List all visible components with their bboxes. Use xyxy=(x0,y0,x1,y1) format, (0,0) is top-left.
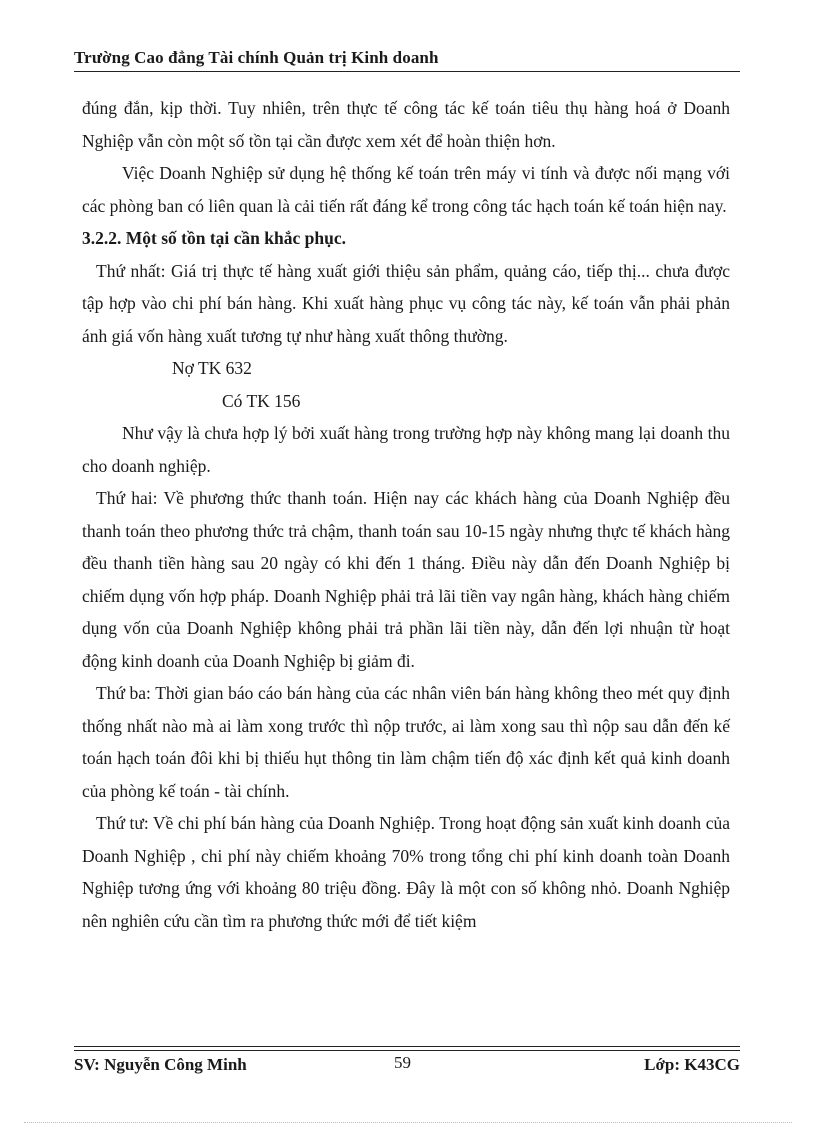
page-number: 59 xyxy=(394,1053,411,1072)
footer-class: Lớp: K43CG xyxy=(644,1055,740,1074)
section-heading: 3.2.2. Một số tồn tại cần khắc phục. xyxy=(82,228,346,248)
paragraph-thu-nhat: Thứ nhất: Giá trị thực tế hàng xuất giới thiệu sản phẩm, quảng cáo, tiếp thị... chưa được tập hợp vào chi phí bán hàng. Khi xuất hàng phục vụ công tác này, kế toán vẫn phải phản ánh giá vốn hàng xuất tương tự như hàng xuất thông thường. xyxy=(82,260,730,346)
page-header-title: Trường Cao đẳng Tài chính Quản trị Kinh doanh xyxy=(74,48,439,67)
journal-entry-debit: Nợ TK 632 xyxy=(172,358,252,378)
paragraph-thu-hai: Thứ hai: Về phương thức thanh toán. Hiện nay các khách hàng của Doanh Nghiệp đều thanh toán theo phương thức trả chậm, thanh toán sau 10-15 ngày nhưng thực tế khách hàng đều thanh tiền hàng sau 20 ngày có khi đến 1 tháng. Điều này dẫn đến Doanh Nghiệp bị chiếm dụng vốn hợp pháp. Doanh Nghiệp phải trả lãi tiền vay ngân hàng, khách hàng chiếm dụng vốn của Doanh Nghiệp không phải trả phần lãi tiền này, dẫn đến lợi nhuận từ hoạt động kinh doanh của Doanh Nghiệp bị giảm đi. xyxy=(82,488,730,671)
document-body xyxy=(82,92,730,937)
paragraph-4: Như vậy là chưa hợp lý bởi xuất hàng trong trường hợp này không mang lại doanh thu cho doanh nghiệp. xyxy=(82,423,730,476)
paragraph-1: đúng đắn, kịp thời. Tuy nhiên, trên thực tế công tác kế toán tiêu thụ hàng hoá ở Doanh Nghiệp vẫn còn một số tồn tại cần được xem xét để hoàn thiện hơn. xyxy=(82,98,730,151)
journal-entry-credit: Có TK 156 xyxy=(222,390,301,411)
paragraph-thu-ba: Thứ ba: Thời gian báo cáo bán hàng của các nhân viên bán hàng không theo mét quy định thống nhất nào mà ai làm xong trước thì nộp trước, ai làm xong sau thì nộp sau dẫn đến kế toán hạch toán đôi khi bị thiếu hụt thông tin làm chậm tiến độ xác định kết quả kinh doanh của phòng kế toán - tài chính. xyxy=(82,683,730,801)
paragraph-thu-tu: Thứ tư: Về chi phí bán hàng của Doanh Nghiệp. Trong hoạt động sản xuất kinh doanh của Doanh Nghiệp , chi phí này chiếm khoảng 70% trong tổng chi phí kinh doanh toàn Doanh Nghiệp tương ứng với khoảng 80 triệu đồng. Đây là một con số không nhỏ. Doanh Nghiệp nên nghiên cứu cần tìm ra phương thức mới để tiết kiệm xyxy=(82,813,730,931)
paragraph-2: Việc Doanh Nghiệp sử dụng hệ thống kế toán trên máy vi tính và được nối mạng với các phòng ban có liên quan là cải tiến rất đáng kể trong công tác hạch toán kế toán hiện nay. xyxy=(82,163,730,216)
header-divider xyxy=(74,71,740,72)
footer-divider-top xyxy=(74,1046,740,1047)
footer-student-name: SV: Nguyễn Công Minh xyxy=(74,1055,247,1074)
footer-divider-bottom xyxy=(74,1050,740,1051)
